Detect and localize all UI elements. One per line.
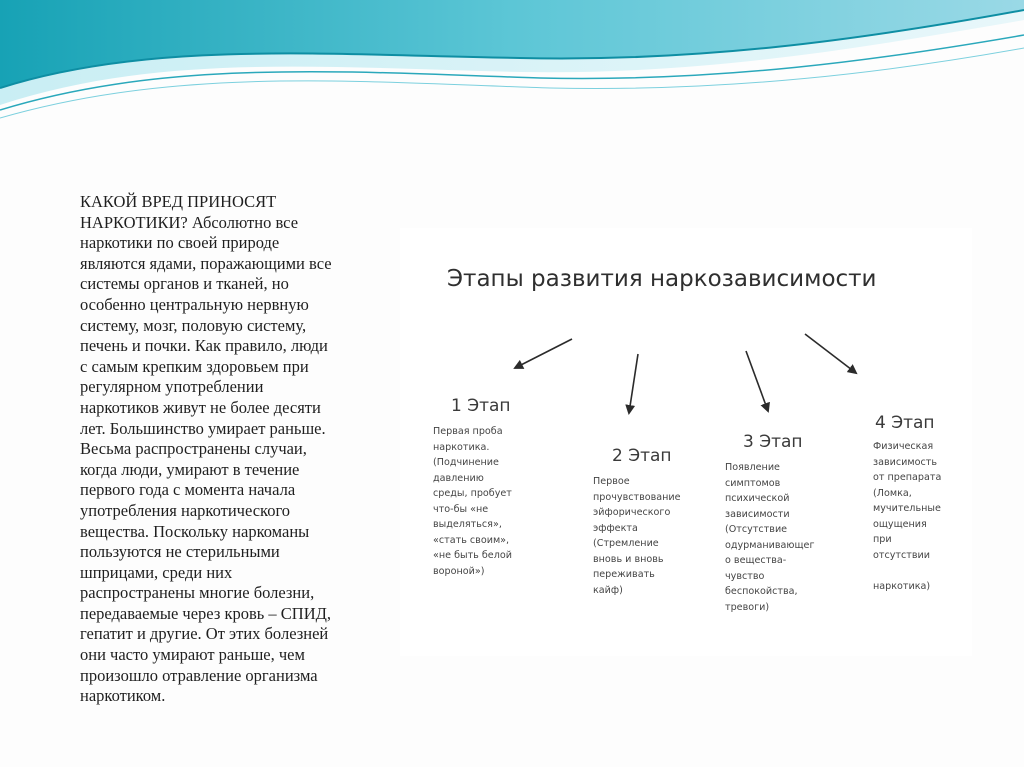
text-line: наркотиков живут не более десяти xyxy=(80,397,321,417)
stage-3-title: 3 Этап xyxy=(743,432,803,452)
text-line: системы органов и тканей, но xyxy=(80,274,289,294)
stage-3-text: психической xyxy=(725,493,790,504)
text-line: печень и почки. Как правило, люди xyxy=(80,336,328,356)
stages-diagram xyxy=(400,228,972,656)
stage-3-text: симптомов xyxy=(725,477,781,489)
stage-1-text: вороной») xyxy=(433,565,485,577)
stage-2-text: (Стремление xyxy=(593,538,659,549)
stage-2-text: вновь и вновь xyxy=(593,553,664,565)
stage-1-text: среды, пробует xyxy=(433,488,512,499)
text-line: вещества. Поскольку наркоманы xyxy=(80,521,310,541)
arrow-to-stage-4 xyxy=(805,334,856,373)
stage-4 xyxy=(873,413,941,594)
stage-1-title: 1 Этап xyxy=(451,396,511,416)
stage-2-title: 2 Этап xyxy=(612,446,672,466)
stage-3-text: о вещества- xyxy=(725,555,787,566)
stage-2-text: кайф) xyxy=(593,584,623,596)
text-line: они часто умирают раньше, чем xyxy=(80,645,305,665)
text-line: пользуются не стерильными xyxy=(80,542,280,562)
stage-2-text: эйфорического xyxy=(593,507,671,518)
text-line: являются ядами, поражающими все xyxy=(80,253,332,273)
stage-1-text: «стать своим», xyxy=(433,534,510,546)
diagram-title: Этапы развития наркозависимости xyxy=(447,266,877,292)
stage-2 xyxy=(593,446,681,598)
text-line: употребления наркотического xyxy=(80,500,291,520)
wave-decoration xyxy=(0,0,1024,130)
text-line: КАКОЙ ВРЕД ПРИНОСЯТ xyxy=(80,192,277,211)
stage-4-text: от препарата xyxy=(873,472,942,483)
text-line: наркотиком. xyxy=(80,686,166,706)
stage-1-text: наркотика. xyxy=(433,441,490,453)
stage-3-text: Появление xyxy=(725,462,780,473)
text-line: гепатит и другие. От этих болезней xyxy=(80,624,329,644)
arrow-to-stage-3 xyxy=(746,351,768,411)
stage-1-text: выделяться», xyxy=(433,519,502,530)
stage-4-text: наркотика) xyxy=(873,580,931,592)
stage-4-text: отсутствии xyxy=(873,549,930,561)
stage-3-text: одурманивающег xyxy=(725,539,815,551)
main-text xyxy=(80,192,385,707)
text-line: лет. Большинство умирает раньше. xyxy=(80,418,326,438)
stage-4-text: зависимость xyxy=(873,456,938,468)
text-line: регулярном употреблении xyxy=(80,377,264,397)
stage-1-text: (Подчинение xyxy=(433,457,499,468)
stage-2-text: переживать xyxy=(593,569,655,580)
stage-4-text: мучительные xyxy=(873,503,941,514)
text-line: произошло отравление организма xyxy=(80,665,318,685)
stage-3-text: тревоги) xyxy=(725,601,770,613)
stage-2-text: Первое xyxy=(593,476,630,487)
stage-1-text: Первая проба xyxy=(433,426,503,437)
stage-3 xyxy=(725,432,814,615)
stage-3-text: (Отсутствие xyxy=(725,524,788,535)
stage-1-text: давлению xyxy=(433,472,484,484)
stage-4-title: 4 Этап xyxy=(875,413,935,433)
text-line: особенно центральную нервную xyxy=(80,294,309,314)
stage-4-text: Физическая xyxy=(873,441,934,452)
text-line: с самым крепким здоровьем при xyxy=(80,356,309,376)
stage-4-text xyxy=(873,563,941,579)
stage-2-text: эффекта xyxy=(593,522,638,534)
stage-3-text: зависимости xyxy=(725,508,790,520)
text-line: шприцами, среди них xyxy=(80,562,233,582)
text-line: Весьма распространены случаи, xyxy=(80,439,307,459)
text-line: передаваемые через кровь – СПИД, xyxy=(80,603,332,623)
text-line: первого года с момента начала xyxy=(80,480,296,500)
text-line: НАРКОТИКИ? Абсолютно все xyxy=(80,212,299,232)
text-line: когда люди, умирают в течение xyxy=(80,459,300,479)
stage-4-text: (Ломка, xyxy=(873,487,912,499)
stage-3-text: чувство xyxy=(725,570,765,582)
arrow-to-stage-1 xyxy=(515,339,572,368)
text-line: систему, мозг, половую систему, xyxy=(80,315,307,335)
stage-3-text: беспокойства, xyxy=(725,586,798,597)
text-line: наркотики по своей природе xyxy=(80,233,280,253)
stage-1-text: что-бы «не xyxy=(433,503,489,515)
stage-1 xyxy=(433,396,512,579)
arrow-to-stage-2 xyxy=(629,354,638,413)
stage-1-text: «не быть белой xyxy=(433,550,512,561)
stage-4-text: ощущения xyxy=(873,518,927,530)
stage-4-text: при xyxy=(873,534,892,545)
stage-2-text: прочувствование xyxy=(593,491,681,503)
text-line: распространены многие болезни, xyxy=(80,583,315,603)
